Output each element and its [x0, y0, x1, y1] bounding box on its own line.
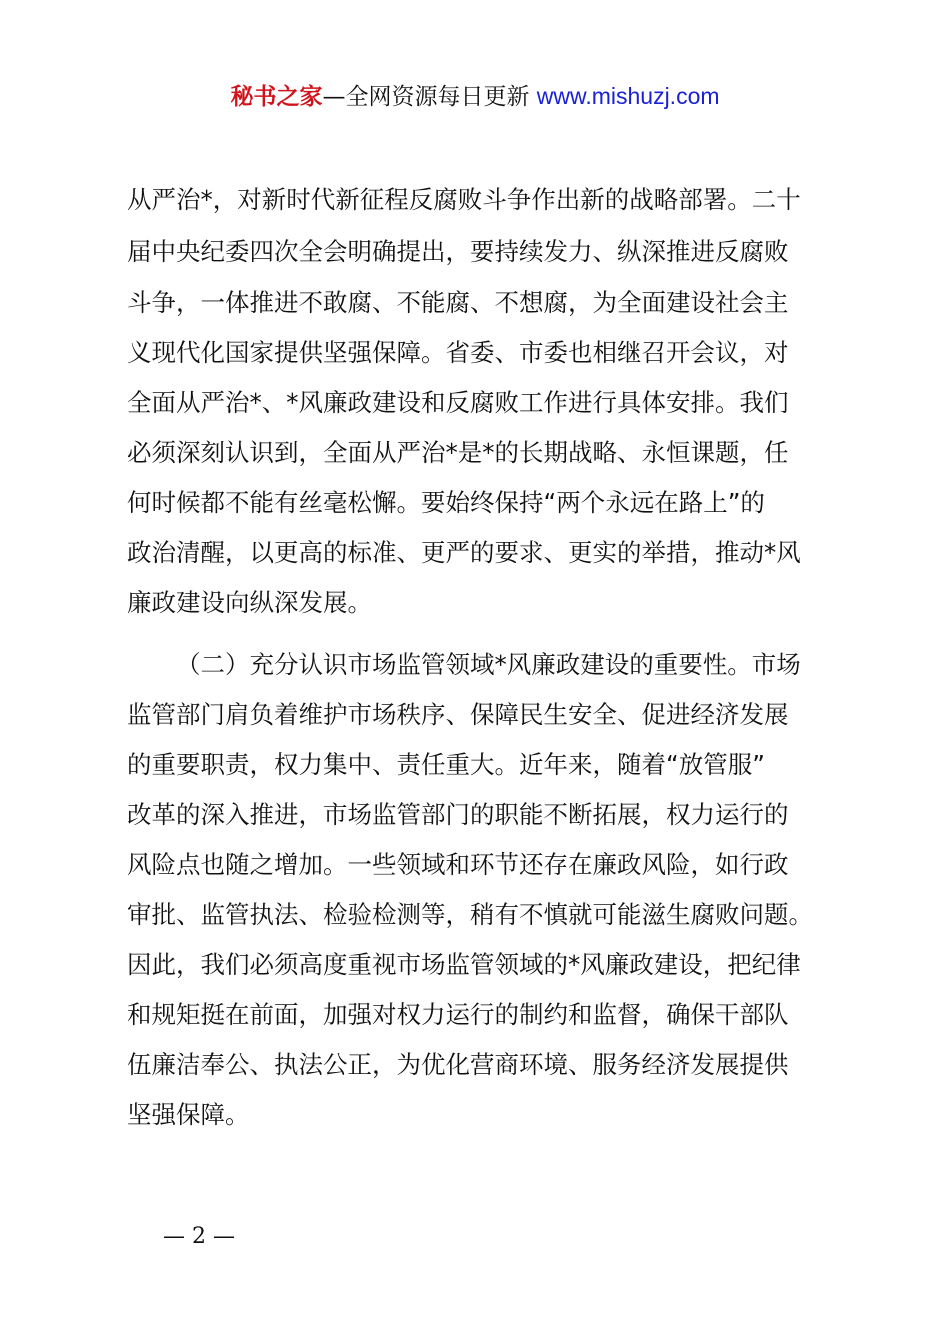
text-line: 廉政建设向纵深发展。 — [127, 588, 372, 617]
text-line: 因此，我们必须高度重视市场监管领域的*风廉政建设，把纪律 — [127, 950, 801, 979]
text-line: 全面从严治*、*风廉政建设和反腐败工作进行具体安排。我们 — [127, 388, 789, 417]
text-line: 届中央纪委四次全会明确提出，要持续发力、纵深推进反腐败 — [127, 237, 789, 266]
text-line: 斗争，一体推进不敢腐、不能腐、不想腐，为全面建设社会主 — [127, 288, 789, 317]
text-line: 伍廉洁奉公、执法公正，为优化营商环境、服务经济发展提供 — [127, 1050, 789, 1079]
site-brand: 秘书之家 — [230, 84, 323, 110]
site-url-link[interactable]: www.mishuzj.com — [536, 83, 720, 109]
text-line: 审批、监管执法、检验检测等，稍有不慎就可能滋生腐败问题。 — [127, 900, 813, 929]
text-line: 和规矩挺在前面，加强对权力运行的制约和监督，确保干部队 — [127, 1000, 789, 1029]
text-line: 的重要职责，权力集中、责任重大。近年来，随着“放管服” — [127, 750, 765, 779]
text-line: 政治清醒，以更高的标准、更严的要求、更实的举措，推动*风 — [127, 538, 801, 567]
text-line: 坚强保障。 — [127, 1100, 250, 1129]
site-tagline: —全网资源每日更新 — [322, 84, 537, 110]
text-line: 必须深刻认识到，全面从严治*是*的长期战略、永恒课题，任 — [127, 438, 789, 467]
paragraph-heading-line: （二）充分认识市场监管领域*风廉政建设的重要性。市场 — [176, 650, 801, 679]
text-line: 从严治*，对新时代新征程反腐败斗争作出新的战略部署。二十 — [127, 185, 801, 214]
text-line: 何时候都不能有丝毫松懈。要始终保持“两个永远在路上”的 — [127, 488, 765, 517]
page-number: — 2 — — [163, 1224, 235, 1249]
text-line: 风险点也随之增加。一些领域和环节还存在廉政风险，如行政 — [127, 850, 789, 879]
text-line: 改革的深入推进，市场监管部门的职能不断拓展，权力运行的 — [127, 800, 789, 829]
text-line: 义现代化国家提供坚强保障。省委、市委也相继召开会议，对 — [127, 338, 789, 367]
text-line: 监管部门肩负着维护市场秩序、保障民生安全、促进经济发展 — [127, 700, 789, 729]
